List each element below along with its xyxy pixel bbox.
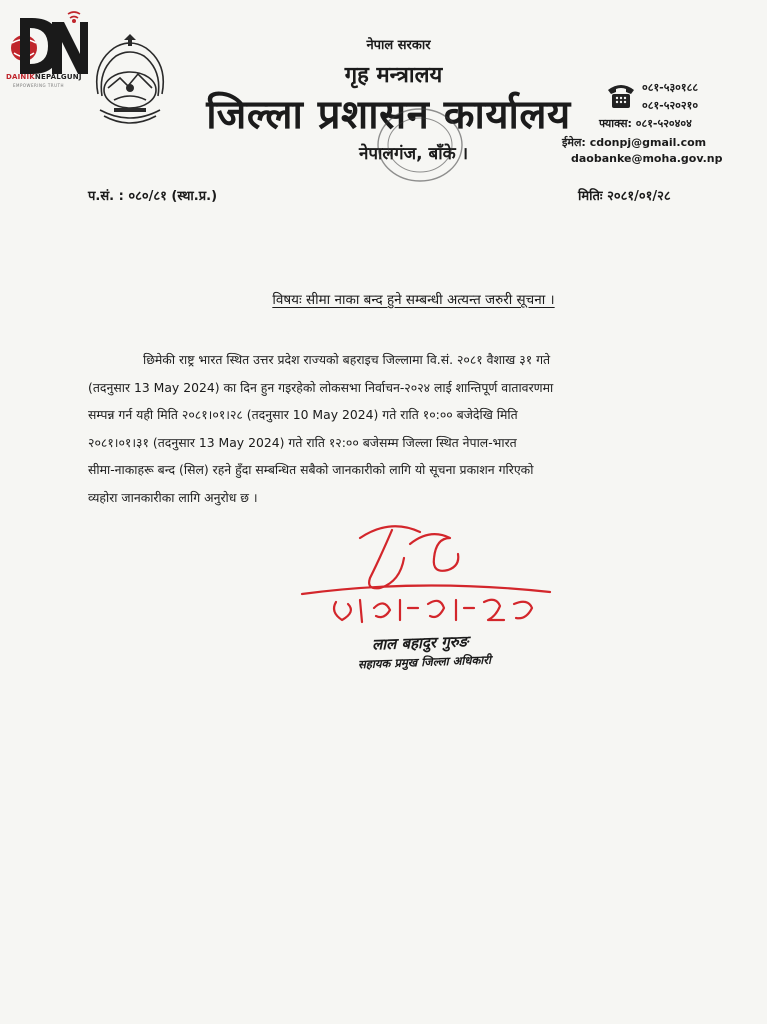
date-label: मितिः [578, 189, 603, 204]
watermark-tagline: EMPOWERING TRUTH [13, 83, 64, 88]
notice-body [88, 346, 682, 511]
office-stamp [365, 100, 475, 190]
letter-date [578, 186, 671, 204]
body-line: व्यहोरा जानकारीका लागि अनुरोध छ । [88, 489, 258, 505]
body-line: सीमा-नाकाहरू बन्द (सिल) रहने हुँदा सम्बन्धित सबैको जानकारीको लागि यो सूचना प्रकाशन गरिएको [88, 462, 534, 477]
email-1 [562, 135, 706, 150]
reference-number [88, 186, 217, 204]
handwritten-signature [300, 508, 560, 643]
fax-label: फ्याक्स: [599, 117, 632, 130]
email-value-1: cdonpj@gmail.com [589, 136, 707, 149]
office-name: जिल्ला प्रशासन कार्यालय [206, 92, 571, 138]
telephone-icon [604, 78, 638, 112]
date-value: २०८१/०१/२८ [607, 189, 671, 204]
body-line: २०८१।०१।३१ (तदनुसार 13 May 2024) गते राति १२:०० बजेसम्म जिल्ला स्थित नेपाल-भारत [88, 434, 517, 450]
body-line: छिमेकी राष्ट्र भारत स्थित उत्तर प्रदेश राज्यको बहराइच जिल्लामा वि.सं. २०८१ वैशाख ३१ गते [143, 352, 551, 367]
ministry-name: गृह मन्त्रालय [344, 63, 443, 88]
ref-label: प.सं. : [88, 189, 124, 204]
phone-number-2: ०८१-५२०२१० [642, 99, 699, 112]
signatory-designation: सहायक प्रमुख जिल्ला अधिकारी [357, 652, 492, 672]
body-line: सम्पन्न गर्न यही मिति २०८१।०१।२८ (तदनुसार 10 May 2024) गते राति १०:०० बजेदेखि मिति [88, 407, 518, 422]
email-label: ईमेल: [562, 136, 586, 149]
fax-value: ०८१-५२०४०४ [635, 117, 692, 130]
email-2: daobanke@moha.gov.np [571, 152, 723, 165]
body-line: (तदनुसार 13 May 2024) का दिन हुन गइरहेको लोकसभा निर्वाचन-२०२४ लाई शान्तिपूर्ण वातावरणमा [88, 379, 554, 395]
watermark-brand: DAINIKNEPALGUNJ [6, 73, 82, 81]
phone-number-1: ०८१-५३०१८८ [642, 81, 699, 94]
subject-line: विषयः सीमा नाका बन्द हुने सम्बन्धी अत्यन्त जरुरी सूचना । [272, 292, 555, 308]
government-name: नेपाल सरकार [366, 38, 431, 53]
office-location: नेपालगंज, बाँके । [358, 144, 469, 164]
fax-number [599, 116, 692, 131]
ref-value: ०८०/८१ (स्था.प्र.) [128, 189, 218, 204]
signatory-name: लाल बहादुर गुरुङ [371, 632, 469, 654]
